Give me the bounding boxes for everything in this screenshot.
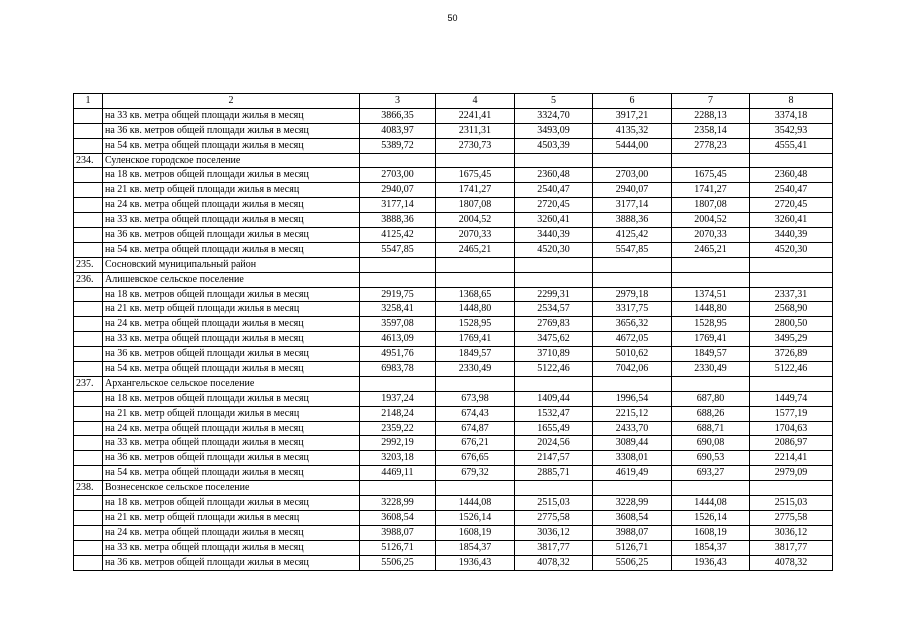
value-cell: 1448,80 bbox=[436, 302, 515, 317]
table-row bbox=[74, 510, 833, 525]
value-cell: 2360,48 bbox=[515, 168, 593, 183]
value-cell: 5010,62 bbox=[593, 347, 672, 362]
value-cell: 5122,46 bbox=[750, 362, 833, 377]
row-index bbox=[74, 332, 103, 347]
value-cell: 690,08 bbox=[672, 436, 750, 451]
row-index bbox=[74, 525, 103, 540]
value-cell: 3710,89 bbox=[515, 347, 593, 362]
table-row bbox=[74, 391, 833, 406]
table-row bbox=[74, 213, 833, 228]
value-cell: 2337,31 bbox=[750, 287, 833, 302]
value-cell: 1936,43 bbox=[672, 555, 750, 570]
value-cell: 2148,24 bbox=[360, 406, 436, 421]
row-index bbox=[74, 198, 103, 213]
value-cell: 3036,12 bbox=[750, 525, 833, 540]
row-index: 236. bbox=[74, 272, 103, 287]
value-cell: 4672,05 bbox=[593, 332, 672, 347]
value-cell: 2730,73 bbox=[436, 138, 515, 153]
value-cell bbox=[672, 257, 750, 272]
value-cell: 2330,49 bbox=[436, 362, 515, 377]
value-cell: 3608,54 bbox=[360, 510, 436, 525]
value-cell bbox=[593, 257, 672, 272]
value-cell: 688,26 bbox=[672, 406, 750, 421]
row-name: на 36 кв. метров общей площади жилья в месяц bbox=[103, 451, 360, 466]
value-cell: 1675,45 bbox=[436, 168, 515, 183]
row-index bbox=[74, 317, 103, 332]
value-cell bbox=[360, 257, 436, 272]
value-cell: 5444,00 bbox=[593, 138, 672, 153]
value-cell: 2775,58 bbox=[750, 510, 833, 525]
row-name: на 21 кв. метр общей площади жилья в месяц bbox=[103, 406, 360, 421]
value-cell: 3988,07 bbox=[360, 525, 436, 540]
header-cell: 3 bbox=[360, 94, 436, 109]
table-row bbox=[74, 228, 833, 243]
value-cell: 4125,42 bbox=[360, 228, 436, 243]
value-cell: 4619,49 bbox=[593, 466, 672, 481]
value-cell: 3260,41 bbox=[750, 213, 833, 228]
value-cell: 1807,08 bbox=[672, 198, 750, 213]
value-cell: 2540,47 bbox=[515, 183, 593, 198]
value-cell: 2568,90 bbox=[750, 302, 833, 317]
row-name: на 18 кв. метров общей площади жилья в месяц bbox=[103, 391, 360, 406]
value-cell bbox=[515, 272, 593, 287]
header-cell: 7 bbox=[672, 94, 750, 109]
value-cell: 3258,41 bbox=[360, 302, 436, 317]
value-cell: 2940,07 bbox=[593, 183, 672, 198]
row-index bbox=[74, 362, 103, 377]
value-cell: 3542,93 bbox=[750, 123, 833, 138]
value-cell: 3177,14 bbox=[360, 198, 436, 213]
value-cell: 676,21 bbox=[436, 436, 515, 451]
header-cell: 2 bbox=[103, 94, 360, 109]
value-cell: 5506,25 bbox=[593, 555, 672, 570]
value-cell: 690,53 bbox=[672, 451, 750, 466]
value-cell: 2885,71 bbox=[515, 466, 593, 481]
header-cell: 1 bbox=[74, 94, 103, 109]
row-name: Алишевское сельское поселение bbox=[103, 272, 360, 287]
table-row bbox=[74, 332, 833, 347]
value-cell: 2360,48 bbox=[750, 168, 833, 183]
value-cell: 1449,74 bbox=[750, 391, 833, 406]
value-cell: 2465,21 bbox=[672, 242, 750, 257]
value-cell: 2311,31 bbox=[436, 123, 515, 138]
value-cell: 2299,31 bbox=[515, 287, 593, 302]
value-cell: 2004,52 bbox=[436, 213, 515, 228]
row-name: на 54 кв. метра общей площади жилья в месяц bbox=[103, 466, 360, 481]
row-index bbox=[74, 242, 103, 257]
table-row bbox=[74, 451, 833, 466]
row-name: на 21 кв. метр общей площади жилья в месяц bbox=[103, 183, 360, 198]
value-cell: 1409,44 bbox=[515, 391, 593, 406]
value-cell bbox=[360, 272, 436, 287]
value-cell: 1675,45 bbox=[672, 168, 750, 183]
table-row bbox=[74, 406, 833, 421]
row-index bbox=[74, 436, 103, 451]
value-cell: 1769,41 bbox=[436, 332, 515, 347]
row-name: на 18 кв. метров общей площади жилья в месяц bbox=[103, 496, 360, 511]
table-row bbox=[74, 317, 833, 332]
row-index bbox=[74, 347, 103, 362]
row-name: на 24 кв. метра общей площади жилья в месяц bbox=[103, 421, 360, 436]
table-row bbox=[74, 302, 833, 317]
value-cell bbox=[750, 257, 833, 272]
value-cell: 1444,08 bbox=[436, 496, 515, 511]
row-name: на 54 кв. метра общей площади жилья в месяц bbox=[103, 242, 360, 257]
value-cell bbox=[436, 481, 515, 496]
value-cell: 4083,97 bbox=[360, 123, 436, 138]
row-index bbox=[74, 451, 103, 466]
value-cell: 1608,19 bbox=[672, 525, 750, 540]
value-cell: 2540,47 bbox=[750, 183, 833, 198]
section-row bbox=[74, 153, 833, 168]
value-cell: 3817,77 bbox=[515, 540, 593, 555]
value-cell: 5126,71 bbox=[360, 540, 436, 555]
value-cell: 4555,41 bbox=[750, 138, 833, 153]
value-cell: 1526,14 bbox=[672, 510, 750, 525]
value-cell: 3495,29 bbox=[750, 332, 833, 347]
value-cell bbox=[593, 376, 672, 391]
value-cell: 2024,56 bbox=[515, 436, 593, 451]
value-cell: 2070,33 bbox=[672, 228, 750, 243]
value-cell: 2214,41 bbox=[750, 451, 833, 466]
table-row bbox=[74, 347, 833, 362]
row-name: на 36 кв. метров общей площади жилья в месяц bbox=[103, 347, 360, 362]
value-cell bbox=[672, 153, 750, 168]
tariff-table bbox=[73, 93, 833, 571]
value-cell bbox=[672, 376, 750, 391]
row-name: Суленское городское поселение bbox=[103, 153, 360, 168]
row-index bbox=[74, 510, 103, 525]
value-cell bbox=[515, 257, 593, 272]
row-index bbox=[74, 183, 103, 198]
row-name: на 33 кв. метра общей площади жилья в месяц bbox=[103, 213, 360, 228]
value-cell bbox=[750, 153, 833, 168]
row-name: Вознесенское сельское поселение bbox=[103, 481, 360, 496]
value-cell: 3608,54 bbox=[593, 510, 672, 525]
value-cell bbox=[515, 376, 593, 391]
value-cell bbox=[436, 272, 515, 287]
value-cell: 3228,99 bbox=[360, 496, 436, 511]
value-cell: 3036,12 bbox=[515, 525, 593, 540]
value-cell: 6983,78 bbox=[360, 362, 436, 377]
value-cell: 2515,03 bbox=[515, 496, 593, 511]
value-cell bbox=[360, 153, 436, 168]
value-cell: 3817,77 bbox=[750, 540, 833, 555]
value-cell bbox=[360, 376, 436, 391]
value-cell: 5506,25 bbox=[360, 555, 436, 570]
value-cell bbox=[750, 272, 833, 287]
value-cell bbox=[515, 153, 593, 168]
table-row bbox=[74, 168, 833, 183]
value-cell: 1936,43 bbox=[436, 555, 515, 570]
value-cell: 2940,07 bbox=[360, 183, 436, 198]
row-name: на 24 кв. метра общей площади жилья в месяц bbox=[103, 317, 360, 332]
value-cell: 1532,47 bbox=[515, 406, 593, 421]
row-name: на 33 кв. метра общей площади жилья в месяц bbox=[103, 540, 360, 555]
table-row bbox=[74, 466, 833, 481]
value-cell: 2775,58 bbox=[515, 510, 593, 525]
value-cell: 3726,89 bbox=[750, 347, 833, 362]
value-cell: 1741,27 bbox=[672, 183, 750, 198]
value-cell: 2720,45 bbox=[515, 198, 593, 213]
row-index: 235. bbox=[74, 257, 103, 272]
value-cell: 5547,85 bbox=[360, 242, 436, 257]
table-row bbox=[74, 555, 833, 570]
value-cell: 3597,08 bbox=[360, 317, 436, 332]
row-index bbox=[74, 123, 103, 138]
row-name: на 21 кв. метр общей площади жилья в месяц bbox=[103, 302, 360, 317]
value-cell: 688,71 bbox=[672, 421, 750, 436]
section-row bbox=[74, 257, 833, 272]
value-cell: 3308,01 bbox=[593, 451, 672, 466]
value-cell: 1769,41 bbox=[672, 332, 750, 347]
value-cell: 2465,21 bbox=[436, 242, 515, 257]
value-cell: 1608,19 bbox=[436, 525, 515, 540]
value-cell: 2703,00 bbox=[593, 168, 672, 183]
value-cell: 2720,45 bbox=[750, 198, 833, 213]
value-cell: 3866,35 bbox=[360, 108, 436, 123]
header-cell: 6 bbox=[593, 94, 672, 109]
table-row bbox=[74, 108, 833, 123]
value-cell: 3493,09 bbox=[515, 123, 593, 138]
value-cell: 2147,57 bbox=[515, 451, 593, 466]
value-cell: 2288,13 bbox=[672, 108, 750, 123]
row-index bbox=[74, 421, 103, 436]
value-cell: 1526,14 bbox=[436, 510, 515, 525]
value-cell bbox=[750, 376, 833, 391]
row-index bbox=[74, 228, 103, 243]
row-name: на 24 кв. метра общей площади жилья в месяц bbox=[103, 525, 360, 540]
row-index bbox=[74, 168, 103, 183]
value-cell: 2979,18 bbox=[593, 287, 672, 302]
value-cell: 3260,41 bbox=[515, 213, 593, 228]
value-cell: 2769,83 bbox=[515, 317, 593, 332]
value-cell: 3988,07 bbox=[593, 525, 672, 540]
value-cell: 679,32 bbox=[436, 466, 515, 481]
row-name: на 36 кв. метров общей площади жилья в месяц bbox=[103, 555, 360, 570]
value-cell bbox=[593, 153, 672, 168]
row-index: 238. bbox=[74, 481, 103, 496]
table-row bbox=[74, 198, 833, 213]
row-name: на 33 кв. метра общей площади жилья в месяц bbox=[103, 436, 360, 451]
value-cell bbox=[436, 257, 515, 272]
value-cell: 3374,18 bbox=[750, 108, 833, 123]
value-cell: 2070,33 bbox=[436, 228, 515, 243]
section-row bbox=[74, 481, 833, 496]
value-cell: 674,87 bbox=[436, 421, 515, 436]
value-cell: 3917,21 bbox=[593, 108, 672, 123]
row-index bbox=[74, 213, 103, 228]
value-cell: 1448,80 bbox=[672, 302, 750, 317]
value-cell: 1807,08 bbox=[436, 198, 515, 213]
value-cell bbox=[593, 272, 672, 287]
value-cell: 2979,09 bbox=[750, 466, 833, 481]
value-cell: 3324,70 bbox=[515, 108, 593, 123]
value-cell: 5126,71 bbox=[593, 540, 672, 555]
value-cell bbox=[360, 481, 436, 496]
value-cell: 2359,22 bbox=[360, 421, 436, 436]
header-cell: 8 bbox=[750, 94, 833, 109]
value-cell: 4520,30 bbox=[515, 242, 593, 257]
value-cell: 1741,27 bbox=[436, 183, 515, 198]
row-name: на 36 кв. метров общей площади жилья в месяц bbox=[103, 123, 360, 138]
row-name: на 24 кв. метра общей площади жилья в месяц bbox=[103, 198, 360, 213]
row-name: Архангельское сельское поселение bbox=[103, 376, 360, 391]
row-index bbox=[74, 287, 103, 302]
value-cell: 2919,75 bbox=[360, 287, 436, 302]
table-row bbox=[74, 138, 833, 153]
value-cell: 3440,39 bbox=[515, 228, 593, 243]
value-cell: 3228,99 bbox=[593, 496, 672, 511]
row-name: на 18 кв. метров общей площади жилья в месяц bbox=[103, 168, 360, 183]
value-cell: 2800,50 bbox=[750, 317, 833, 332]
value-cell: 4078,32 bbox=[750, 555, 833, 570]
value-cell: 2330,49 bbox=[672, 362, 750, 377]
value-cell bbox=[750, 481, 833, 496]
value-cell: 1368,65 bbox=[436, 287, 515, 302]
value-cell bbox=[515, 481, 593, 496]
value-cell: 2992,19 bbox=[360, 436, 436, 451]
value-cell: 3203,18 bbox=[360, 451, 436, 466]
value-cell: 7042,06 bbox=[593, 362, 672, 377]
value-cell: 4078,32 bbox=[515, 555, 593, 570]
row-name: на 54 кв. метра общей площади жилья в месяц bbox=[103, 362, 360, 377]
row-index bbox=[74, 496, 103, 511]
value-cell: 2215,12 bbox=[593, 406, 672, 421]
value-cell: 676,65 bbox=[436, 451, 515, 466]
row-index bbox=[74, 391, 103, 406]
value-cell: 1704,63 bbox=[750, 421, 833, 436]
page-number: 50 bbox=[447, 13, 458, 23]
value-cell: 1849,57 bbox=[672, 347, 750, 362]
value-cell: 2534,57 bbox=[515, 302, 593, 317]
row-index bbox=[74, 138, 103, 153]
value-cell: 2086,97 bbox=[750, 436, 833, 451]
table-row bbox=[74, 123, 833, 138]
value-cell: 1655,49 bbox=[515, 421, 593, 436]
value-cell: 3888,36 bbox=[360, 213, 436, 228]
value-cell: 3656,32 bbox=[593, 317, 672, 332]
value-cell bbox=[436, 376, 515, 391]
value-cell: 1937,24 bbox=[360, 391, 436, 406]
value-cell: 1854,37 bbox=[672, 540, 750, 555]
header-cell: 5 bbox=[515, 94, 593, 109]
value-cell: 5122,46 bbox=[515, 362, 593, 377]
value-cell: 2358,14 bbox=[672, 123, 750, 138]
value-cell: 5547,85 bbox=[593, 242, 672, 257]
header-row bbox=[74, 94, 833, 109]
table-row bbox=[74, 436, 833, 451]
row-name: на 18 кв. метров общей площади жилья в месяц bbox=[103, 287, 360, 302]
value-cell: 4469,11 bbox=[360, 466, 436, 481]
value-cell: 2433,70 bbox=[593, 421, 672, 436]
value-cell: 687,80 bbox=[672, 391, 750, 406]
row-index bbox=[74, 555, 103, 570]
row-index bbox=[74, 540, 103, 555]
value-cell: 4503,39 bbox=[515, 138, 593, 153]
value-cell: 5389,72 bbox=[360, 138, 436, 153]
table-row bbox=[74, 362, 833, 377]
row-index: 234. bbox=[74, 153, 103, 168]
value-cell: 3440,39 bbox=[750, 228, 833, 243]
row-index bbox=[74, 108, 103, 123]
row-name: Сосновский муниципальный район bbox=[103, 257, 360, 272]
value-cell: 3888,36 bbox=[593, 213, 672, 228]
value-cell: 693,27 bbox=[672, 466, 750, 481]
value-cell: 4520,30 bbox=[750, 242, 833, 257]
value-cell: 4613,09 bbox=[360, 332, 436, 347]
value-cell: 1577,19 bbox=[750, 406, 833, 421]
table-row bbox=[74, 496, 833, 511]
row-index bbox=[74, 302, 103, 317]
value-cell bbox=[672, 272, 750, 287]
value-cell: 2778,23 bbox=[672, 138, 750, 153]
value-cell: 1854,37 bbox=[436, 540, 515, 555]
value-cell: 2703,00 bbox=[360, 168, 436, 183]
row-name: на 54 кв. метра общей площади жилья в месяц bbox=[103, 138, 360, 153]
row-name: на 36 кв. метров общей площади жилья в месяц bbox=[103, 228, 360, 243]
value-cell bbox=[593, 481, 672, 496]
section-row bbox=[74, 272, 833, 287]
table-row bbox=[74, 540, 833, 555]
value-cell: 3317,75 bbox=[593, 302, 672, 317]
value-cell: 1849,57 bbox=[436, 347, 515, 362]
value-cell: 1374,51 bbox=[672, 287, 750, 302]
row-name: на 33 кв. метра общей площади жилья в месяц bbox=[103, 108, 360, 123]
value-cell: 2241,41 bbox=[436, 108, 515, 123]
value-cell: 2515,03 bbox=[750, 496, 833, 511]
value-cell bbox=[436, 153, 515, 168]
value-cell: 3177,14 bbox=[593, 198, 672, 213]
value-cell: 1528,95 bbox=[436, 317, 515, 332]
row-index bbox=[74, 466, 103, 481]
value-cell: 2004,52 bbox=[672, 213, 750, 228]
row-name: на 21 кв. метр общей площади жилья в месяц bbox=[103, 510, 360, 525]
value-cell: 1528,95 bbox=[672, 317, 750, 332]
value-cell: 4125,42 bbox=[593, 228, 672, 243]
value-cell: 3475,62 bbox=[515, 332, 593, 347]
table-row bbox=[74, 242, 833, 257]
value-cell: 674,43 bbox=[436, 406, 515, 421]
table-row bbox=[74, 525, 833, 540]
value-cell: 1444,08 bbox=[672, 496, 750, 511]
value-cell bbox=[672, 481, 750, 496]
row-index: 237. bbox=[74, 376, 103, 391]
value-cell: 673,98 bbox=[436, 391, 515, 406]
row-index bbox=[74, 406, 103, 421]
value-cell: 4951,76 bbox=[360, 347, 436, 362]
header-cell: 4 bbox=[436, 94, 515, 109]
row-name: на 33 кв. метра общей площади жилья в месяц bbox=[103, 332, 360, 347]
table-row bbox=[74, 421, 833, 436]
value-cell: 3089,44 bbox=[593, 436, 672, 451]
value-cell: 1996,54 bbox=[593, 391, 672, 406]
table-row bbox=[74, 183, 833, 198]
value-cell: 4135,32 bbox=[593, 123, 672, 138]
table-row bbox=[74, 287, 833, 302]
section-row bbox=[74, 376, 833, 391]
